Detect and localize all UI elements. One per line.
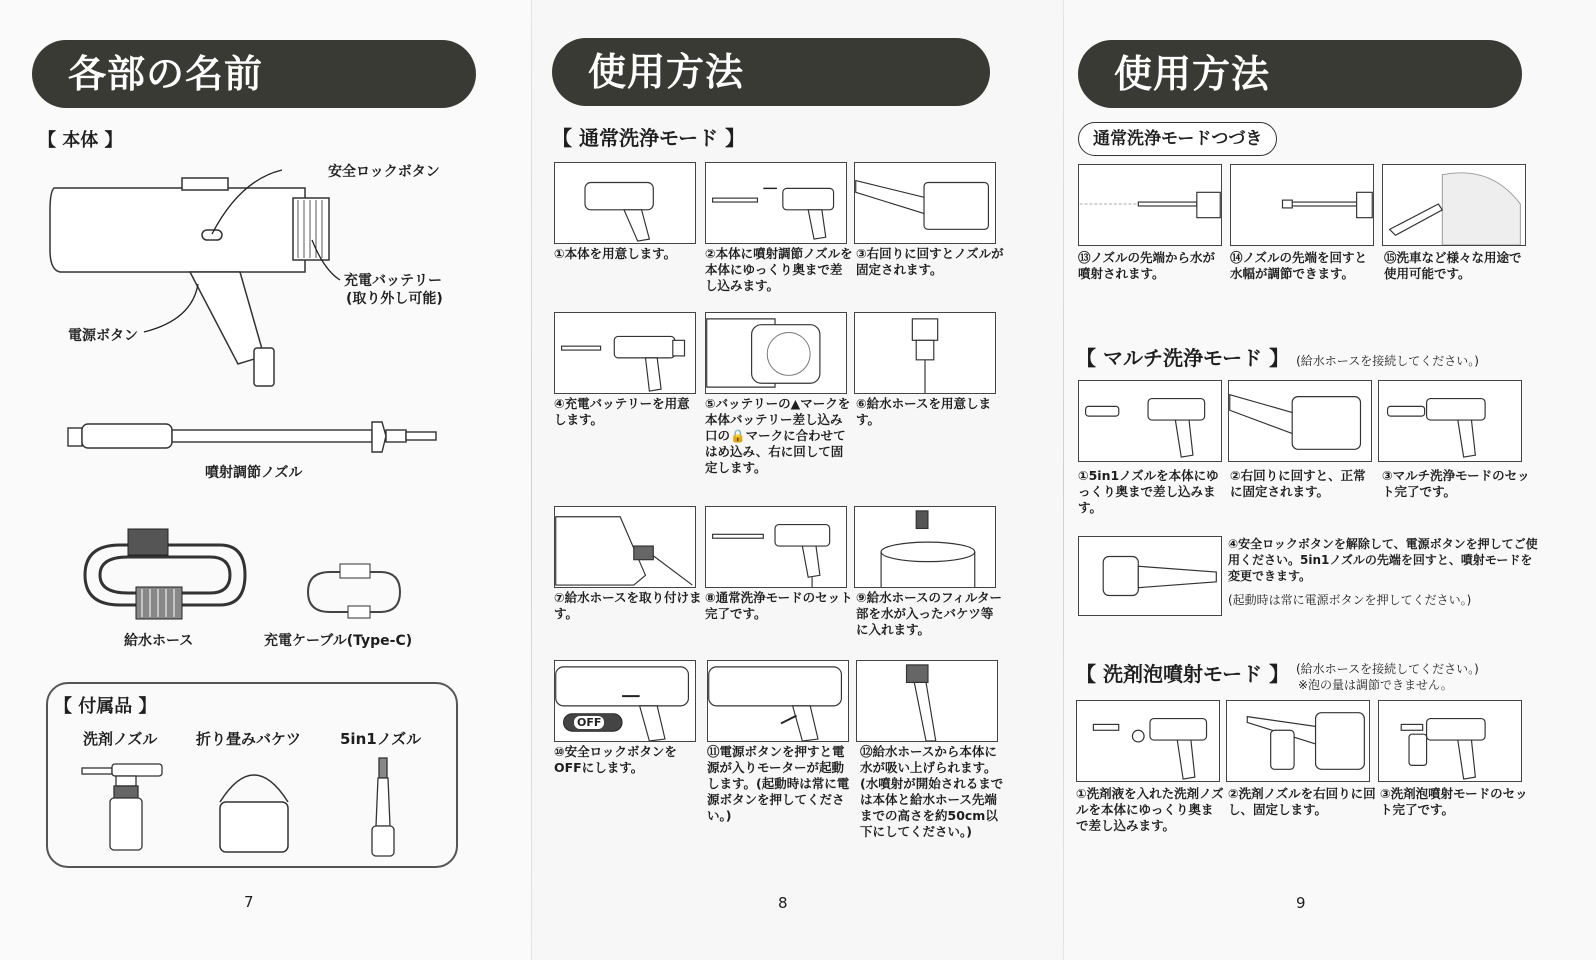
nozzle-illustration: [66, 418, 446, 458]
cable-illustration: [300, 562, 410, 622]
page-8: [532, 0, 1064, 960]
multi-step-2-image: [1228, 380, 1372, 462]
foam-step-1-image: [1076, 700, 1220, 782]
page-9: [1064, 0, 1596, 960]
multi-mode-note: (給水ホースを接続してください。): [1296, 354, 1479, 368]
step-12-caption: ⑫給水ホースから本体に水が吸い上げられます。(水噴射が開始されるまでは本体と給水ホース先端までの高さを約50cm以下にしてください。): [860, 744, 1004, 839]
folding-bucket-illustration: [214, 762, 294, 854]
off-switch-label: OFF: [574, 716, 604, 729]
multi-step-1-image: [1078, 380, 1222, 462]
label-cable: 充電ケーブル(Type-C): [264, 633, 413, 649]
step-13-image: [1078, 164, 1222, 246]
accessory-label-folding-bucket: 折り畳みバケツ: [196, 730, 301, 748]
foam-mode-note-1: (給水ホースを接続してください。): [1296, 662, 1479, 676]
page-number: 9: [1296, 894, 1306, 912]
step-9-caption: ⑨給水ホースのフィルター部を水が入ったバケツ等に入れます。: [856, 590, 1002, 637]
step-10-caption: ⑩安全ロックボタンをOFFにします。: [554, 744, 677, 775]
accessory-label-detergent-nozzle: 洗剤ノズル: [83, 730, 158, 748]
foam-step-3-image: [1378, 700, 1522, 782]
multi-step-3-caption: ③マルチ洗浄モードのセット完了です。: [1382, 468, 1530, 499]
section-heading-normal-mode: 【 通常洗浄モード 】: [552, 126, 746, 150]
body-heading: 【 本体 】: [38, 130, 123, 151]
multi-step-3-image: [1378, 380, 1522, 462]
step-15-caption: ⑮洗車など様々な用途で使用可能です。: [1384, 250, 1522, 281]
step-10-image: [554, 660, 696, 742]
step-1-caption: ①本体を用意します。: [554, 246, 677, 261]
multi-step-4-caption: ④安全ロックボタンを解除して、電源ボタンを押してご使用ください。5in1ノズルの先端を回すと、噴射モードを変更できます。: [1228, 537, 1538, 583]
accessories-heading: 【 付属品 】: [54, 696, 157, 717]
step-9-image: [854, 506, 996, 588]
foam-mode-title: 【 洗剤泡噴射モード 】: [1076, 662, 1290, 686]
step-7-caption: ⑦給水ホースを取り付けます。: [554, 590, 702, 621]
multi-step-4-image: [1078, 536, 1222, 616]
step-14-caption: ⑭ノズルの先端を回すと水幅が調節できます。: [1230, 250, 1368, 281]
step-8-image: [705, 506, 847, 588]
page-number: 7: [244, 893, 254, 911]
multi-step-1-caption: ①5in1ノズルを本体にゆっくり奥まで差し込みます。: [1078, 468, 1219, 515]
foam-step-2-image: [1226, 700, 1370, 782]
step-6-caption: ⑥給水ホースを用意します。: [856, 396, 991, 427]
page-number: 8: [778, 894, 788, 912]
accessory-label-5in1-nozzle: 5in1ノズル: [340, 730, 422, 748]
step-15-image: [1382, 164, 1526, 246]
step-8-caption: ⑧通常洗浄モードのセット完了です。: [705, 590, 853, 621]
page-title: 使用方法: [1078, 40, 1522, 108]
hose-illustration: [80, 525, 250, 625]
label-hose: 給水ホース: [124, 633, 194, 649]
step-1-image: [554, 162, 696, 244]
page-title: 使用方法: [552, 38, 990, 106]
label-nozzle: 噴射調節ノズル: [205, 465, 303, 481]
detergent-nozzle-illustration: [80, 760, 170, 855]
page-title: 各部の名前: [32, 40, 476, 108]
label-battery: 充電バッテリー: [344, 273, 442, 289]
step-12-image: [856, 660, 998, 742]
foam-step-3-caption: ③洗剤泡噴射モードのセット完了です。: [1380, 786, 1528, 817]
page-7: [0, 0, 532, 960]
step-11-caption: ⑪電源ボタンを押すと電源が入りモーターが起動します。(起動時は常に電源ボタンを押してください。): [707, 744, 850, 823]
section-heading-foam-mode: [1076, 658, 1289, 687]
5in1-nozzle-illustration: [368, 756, 398, 858]
step-14-image: [1230, 164, 1374, 246]
foam-step-2-caption: ②洗剤ノズルを右回りに回し、固定します。: [1228, 786, 1376, 817]
step-5-image: [705, 312, 847, 394]
label-battery-sub: (取り外し可能): [346, 291, 443, 307]
step-6-image: [854, 312, 996, 394]
step-4-caption: ④充電バッテリーを用意します。: [554, 396, 690, 427]
label-safety-lock: 安全ロックボタン: [328, 164, 440, 180]
multi-step-4-note: (起動時は常に電源ボタンを押してください。): [1228, 593, 1472, 607]
continued-label: 通常洗浄モードつづき: [1078, 122, 1277, 156]
step-3-image: [854, 162, 996, 244]
step-13-caption: ⑬ノズルの先端から水が噴射されます。: [1078, 250, 1216, 281]
foam-mode-note-2: ※泡の量は調節できません。: [1298, 678, 1453, 692]
step-5-caption: ⑤バッテリーの▲マークを本体バッテリー差し込み口の🔒マークに合わせてはめ込み、右に回して固定します。: [705, 396, 851, 475]
step-7-image: [554, 506, 696, 588]
multi-mode-title: 【 マルチ洗浄モード 】: [1076, 346, 1290, 370]
step-2-image: [705, 162, 847, 244]
label-power: 電源ボタン: [68, 328, 138, 344]
step-11-image: [707, 660, 849, 742]
multi-step-2-caption: ②右回りに回すと、正常に固定されます。: [1230, 468, 1366, 499]
foam-step-1-caption: ①洗剤液を入れた洗剤ノズルを本体にゆっくり奥まで差し込みます。: [1076, 786, 1224, 833]
section-heading-multi-mode: [1076, 342, 1479, 371]
step-2-caption: ②本体に噴射調節ノズルを本体にゆっくり奥まで差し込みます。: [705, 246, 853, 293]
step-3-caption: ③右回りに回すとノズルが固定されます。: [856, 246, 1004, 277]
step-4-image: [554, 312, 696, 394]
